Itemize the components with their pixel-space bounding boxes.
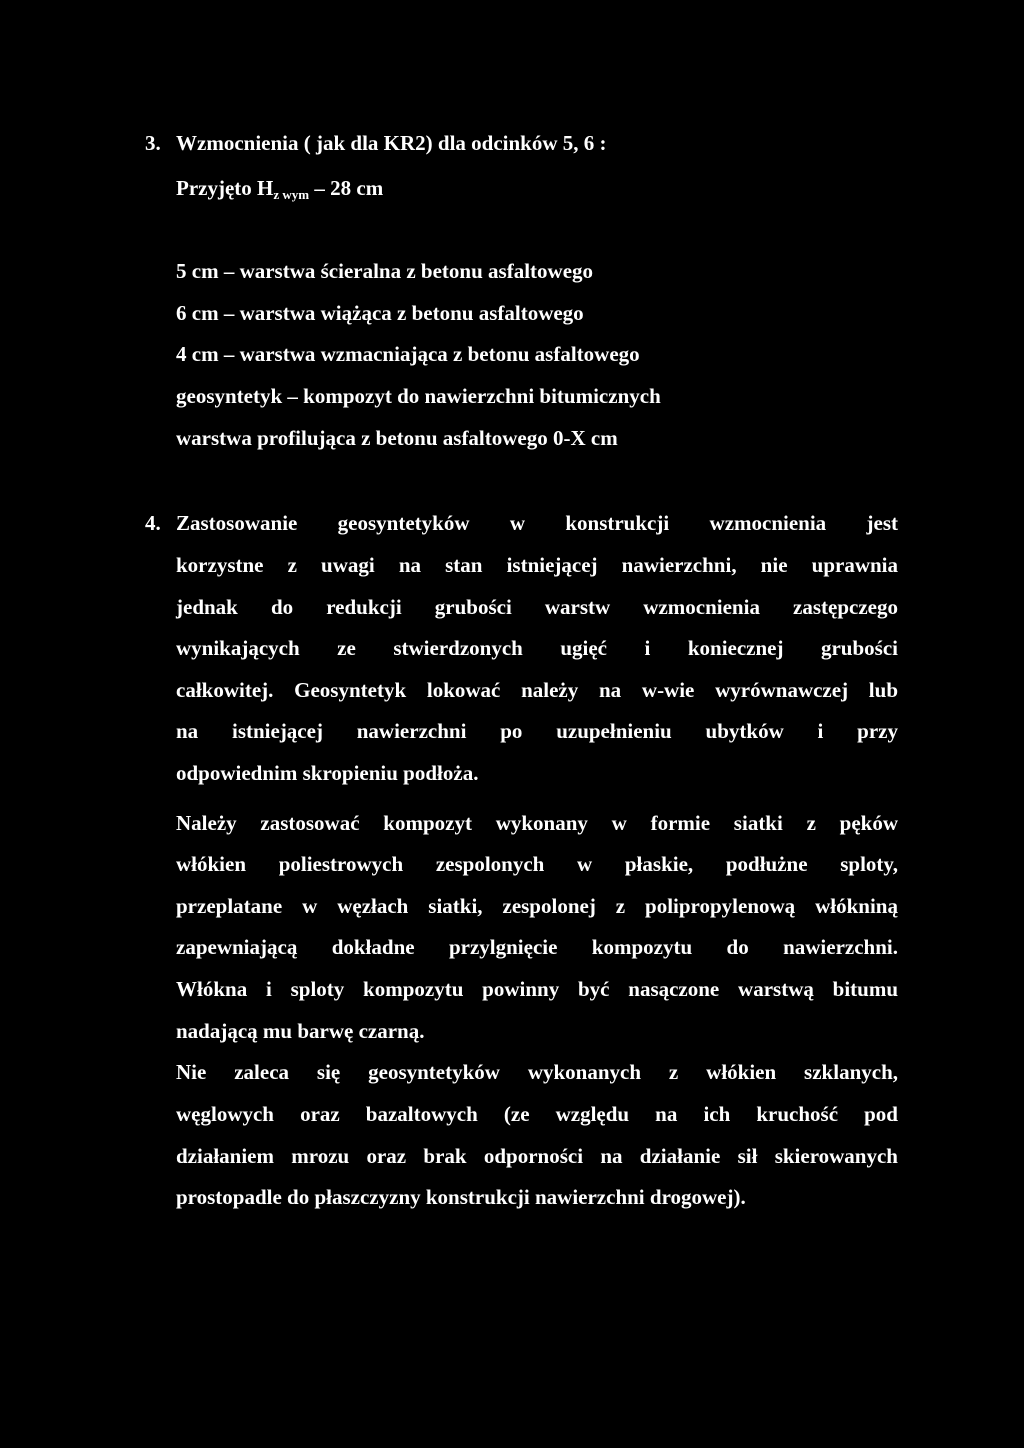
adopted-subscript: z wym: [273, 187, 310, 202]
paragraph-1-line: wynikających ze stwierdzonych ugięć i koniecznej grubości: [176, 636, 898, 660]
paragraph-2-line: zapewniającą dokładne przylgnięcie kompozytu do nawierzchni.: [176, 935, 898, 959]
adopted-prefix: Przyjęto H: [176, 176, 274, 200]
paragraph-1-line: korzystne z uwagi na stan istniejącej nawierzchni, nie uprawnia: [176, 553, 898, 577]
layer-line: 4 cm – warstwa wzmacniająca z betonu asfaltowego: [176, 342, 640, 366]
paragraph-1-line: całkowitej. Geosyntetyk lokować należy na w-wie wyrównawczej lub: [176, 678, 898, 702]
paragraph-3-line: Nie zaleca się geosyntetyków wykonanych z włókien szklanych,: [176, 1060, 898, 1084]
paragraph-1-line: jednak do redukcji grubości warstw wzmocnienia zastępczego: [176, 595, 898, 619]
paragraph-2-line: nadającą mu barwę czarną.: [176, 1019, 425, 1043]
paragraph-3-line: prostopadle do płaszczyzny konstrukcji nawierzchni drogowej).: [176, 1185, 746, 1209]
section-4-number: 4.: [145, 511, 161, 535]
paragraph-2-line: Należy zastosować kompozyt wykonany w formie siatki z pęków: [176, 811, 898, 835]
section-3-heading: Wzmocnienia ( jak dla KR2) dla odcinków 5, 6 :: [176, 131, 607, 155]
paragraph-3-line: działaniem mrozu oraz brak odporności na działanie sił skierowanych: [176, 1144, 898, 1168]
paragraph-1-line: odpowiednim skropieniu podłoża.: [176, 761, 479, 785]
paragraph-2-line: włókien poliestrowych zespolonych w płaskie, podłużne sploty,: [176, 852, 898, 876]
paragraph-2-line: przeplatane w węzłach siatki, zespolonej z polipropylenową włókniną: [176, 894, 898, 918]
section-3-number: 3.: [145, 131, 161, 155]
adopted-thickness: [176, 176, 383, 201]
paragraph-2-line: Włókna i sploty kompozytu powinny być nasączone warstwą bitumu: [176, 977, 898, 1001]
paragraph-1-line: na istniejącej nawierzchni po uzupełnieniu ubytków i przy: [176, 719, 898, 743]
paragraph-3-line: węglowych oraz bazaltowych (ze względu na ich kruchość pod: [176, 1102, 898, 1126]
layer-line: geosyntetyk – kompozyt do nawierzchni bitumicznych: [176, 384, 661, 408]
paragraph-1-line: Zastosowanie geosyntetyków w konstrukcji wzmocnienia jest: [176, 511, 898, 535]
layer-line: 5 cm – warstwa ścieralna z betonu asfaltowego: [176, 259, 594, 283]
layer-line: warstwa profilująca z betonu asfaltowego 0-X cm: [176, 426, 618, 450]
layer-line: 6 cm – warstwa wiążąca z betonu asfaltowego: [176, 301, 584, 325]
adopted-suffix: – 28 cm: [309, 176, 384, 200]
